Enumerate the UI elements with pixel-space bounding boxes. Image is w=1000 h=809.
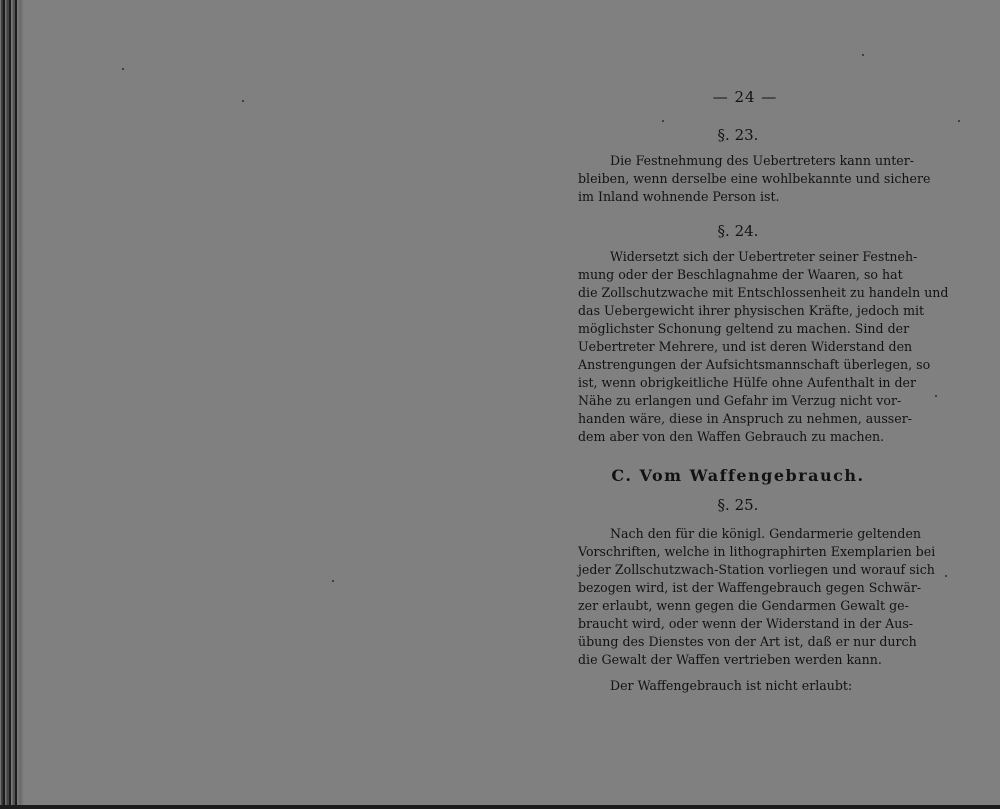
section-24-line: Uebertreter Mehrere, und ist deren Widerstand den xyxy=(578,339,913,354)
paper-speck xyxy=(122,68,124,70)
section-24-line: Nähe zu erlangen und Gefahr im Verzug nicht vor- xyxy=(578,393,902,408)
section-23-line: im Inland wohnende Person ist. xyxy=(578,189,780,204)
section-25-final-line: Der Waffengebrauch ist nicht erlaubt: xyxy=(610,678,853,693)
section-25-line: Nach den für die königl. Gendarmerie geltenden xyxy=(610,526,922,541)
section-25-line: die Gewalt der Waffen vertrieben werden kann. xyxy=(578,652,882,667)
section-25-heading: §. 25. xyxy=(717,496,759,514)
section-24-line: handen wäre, diese in Anspruch zu nehmen, ausser- xyxy=(578,411,912,426)
paper-speck xyxy=(958,120,960,122)
section-24-line: Widersetzt sich der Uebertreter seiner Festneh- xyxy=(610,249,918,264)
section-24-line: die Zollschutzwache mit Entschlossenheit zu handeln und xyxy=(578,285,949,300)
section-25-line: braucht wird, oder wenn der Widerstand in der Aus- xyxy=(578,616,914,631)
spine-line xyxy=(3,0,5,809)
section-25-line: jeder Zollschutzwach-Station vorliegen und worauf sich xyxy=(578,562,935,577)
section-24-line: dem aber von den Waffen Gebrauch zu machen. xyxy=(578,429,885,444)
section-24-line: Anstrengungen der Aufsichtsmannschaft überlegen, so xyxy=(578,357,931,372)
section-23-line: bleiben, wenn derselbe eine wohlbekannte und sichere xyxy=(578,171,931,186)
section-25-line: bezogen wird, ist der Waffengebrauch gegen Schwär- xyxy=(578,580,922,595)
section-25-line: Vorschriften, welche in lithographirten Exemplarien bei xyxy=(578,544,936,559)
spine-line xyxy=(9,0,11,809)
section-23-line: Die Festnehmung des Uebertreters kann unter- xyxy=(610,153,915,168)
section-23-heading: §. 23. xyxy=(717,126,759,144)
section-24-line: möglichster Schonung geltend zu machen. Sind der xyxy=(578,321,910,336)
page-number: — 24 — xyxy=(712,88,778,106)
paper-speck xyxy=(862,54,864,56)
spine-line xyxy=(15,0,17,809)
section-25-line: zer erlaubt, wenn gegen die Gendarmen Gewalt ge- xyxy=(578,598,909,613)
paper-speck xyxy=(662,120,664,122)
page-bottom-edge xyxy=(0,805,1000,809)
section-24-line: das Uebergewicht ihrer physischen Kräfte, jedoch mit xyxy=(578,303,925,318)
paper-speck xyxy=(332,580,334,582)
section-25-line: übung des Dienstes von der Art ist, daß er nur durch xyxy=(578,634,917,649)
section-24-line: mung oder der Beschlagnahme der Waaren, so hat xyxy=(578,267,903,282)
paper-speck xyxy=(945,575,947,577)
paper-speck xyxy=(242,100,244,102)
section-24-line: ist, wenn obrigkeitliche Hülfe ohne Aufenthalt in der xyxy=(578,375,916,390)
section-24-heading: §. 24. xyxy=(717,222,759,240)
paper-speck xyxy=(935,395,937,397)
section-c-title: C. Vom Waffengebrauch. xyxy=(611,466,865,485)
